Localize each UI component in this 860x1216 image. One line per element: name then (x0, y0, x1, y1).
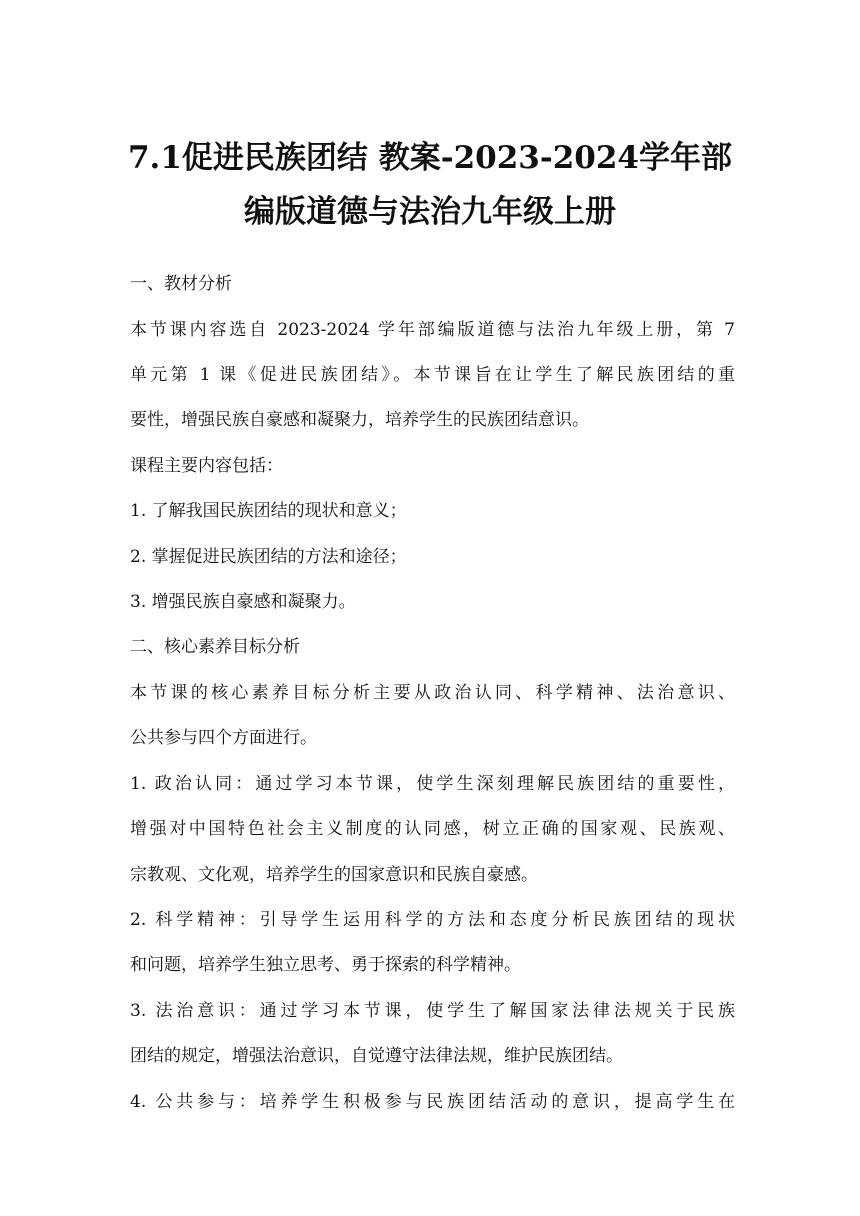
paragraph-line: 本节课的核心素养目标分析主要从政治认同、科学精神、法治意识、 (130, 683, 735, 703)
list-item: 1. 政治认同：通过学习本节课，使学生深刻理解民族团结的重要性， (130, 774, 735, 794)
paragraph-line: 课程主要内容包括： (130, 456, 283, 476)
list-item: 4. 公共参与：培养学生积极参与民族团结活动的意识，提高学生在 (130, 1092, 735, 1112)
paragraph-line: 要性，增强民族自豪感和凝聚力，培养学生的民族团结意识。 (130, 410, 589, 430)
list-item: 1. 了解我国民族团结的现状和意义； (130, 501, 407, 521)
section-heading-textbook-analysis: 一、教材分析 (130, 274, 232, 294)
document-title-line-1: 7.1促进民族团结 教案-2023-2024学年部 (127, 140, 732, 176)
paragraph-line: 本节课内容选自 2023-2024 学年部编版道德与法治九年级上册，第 7 (130, 320, 735, 340)
paragraph-line: 单元第 1 课《促进民族团结》。本节课旨在让学生了解民族团结的重 (130, 365, 735, 385)
section-heading-core-literacy: 二、核心素养目标分析 (130, 637, 300, 657)
paragraph-line: 团结的规定，增强法治意识，自觉遵守法律法规，维护民族团结。 (130, 1046, 623, 1066)
document-title-line-2: 编版道德与法治九年级上册 (244, 194, 616, 230)
list-item: 3. 增强民族自豪感和凝聚力。 (130, 592, 356, 612)
list-item: 3. 法治意识：通过学习本节课，使学生了解国家法律法规关于民族 (130, 1001, 735, 1021)
paragraph-line: 和问题，培养学生独立思考、勇于探索的科学精神。 (130, 955, 521, 975)
list-item: 2. 科学精神：引导学生运用科学的方法和态度分析民族团结的现状 (130, 910, 735, 930)
paragraph-line: 增强对中国特色社会主义制度的认同感，树立正确的国家观、民族观、 (130, 819, 735, 839)
paragraph-line: 宗教观、文化观，培养学生的国家意识和民族自豪感。 (130, 865, 538, 885)
list-item: 2. 掌握促进民族团结的方法和途径； (130, 547, 407, 567)
paragraph-line: 公共参与四个方面进行。 (130, 728, 317, 748)
